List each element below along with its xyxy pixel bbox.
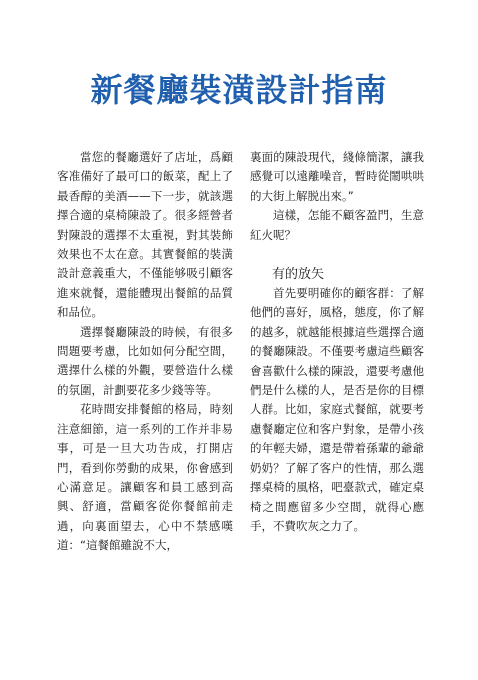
intro-paragraph: 當您的餐廳選好了店址，爲顧客准備好了最可口的飯菜，配上了最香醇的美酒——下一步，就該選擇合適的桌椅陳設了。很多經營者對陳設的選擇不太重視，對其裝飾效果也不太在意。其實餐館的裝潢設計意義重大，不僅能够吸引顧客進來就餐，還能體現出餐館的品質和品位。 <box>57 150 233 320</box>
left-column <box>57 148 233 556</box>
target-audience-paragraph: 首先要明確你的顧客群：了解他們的喜好，風格，態度，你了解的越多，就越能根據這些選擇合適的餐廳陳設。不僅要考慮這些顧客會喜歡什么樣的陳設，還要考慮他們是什么樣的人，是否是你的目標人群。比如，家庭式餐館，就要考慮餐廳定位和客户對象，是帶小孩的年輕夫婦，還是帶着孫輩的爺爺奶奶？了解了客户的性情，那么選擇桌椅的風格，吧臺款式，確定桌椅之間應留多少空間，就得心應手，不費吹灰之力了。 <box>250 286 424 533</box>
closing-paragraph: 這樣，怎能不顧客盈門，生意紅火呢？ <box>250 208 424 242</box>
right-column <box>250 148 424 536</box>
page-title: 新餐廳裝潢設計指南 <box>90 71 388 109</box>
continued-paragraph: 裏面的陳設現代，綫條簡潔，讓我感覺可以遠離噪音，暫時從鬧哄哄的大街上解脱出來。” <box>250 150 424 203</box>
section-heading: 有的放矢 <box>272 267 325 283</box>
effort-paragraph: 花時間安排餐館的格局，時刻注意細節，這一系列的工作并非易事，可是一旦大功告成，打開店門，看到你勞動的成果，你會感到心滿意足。讓顧客和員工感到高興、舒適，當顧客從你餐館前走過，向裏面望去，心中不禁感嘆道：“這餐館雖說不大， <box>57 402 233 553</box>
layout-considerations-paragraph: 選擇餐廳陳設的時候，有很多問題要考慮，比如如何分配空間，選擇什么樣的外觀，要營造什么樣的氛圍，計劃要花多少錢等等。 <box>57 324 233 397</box>
